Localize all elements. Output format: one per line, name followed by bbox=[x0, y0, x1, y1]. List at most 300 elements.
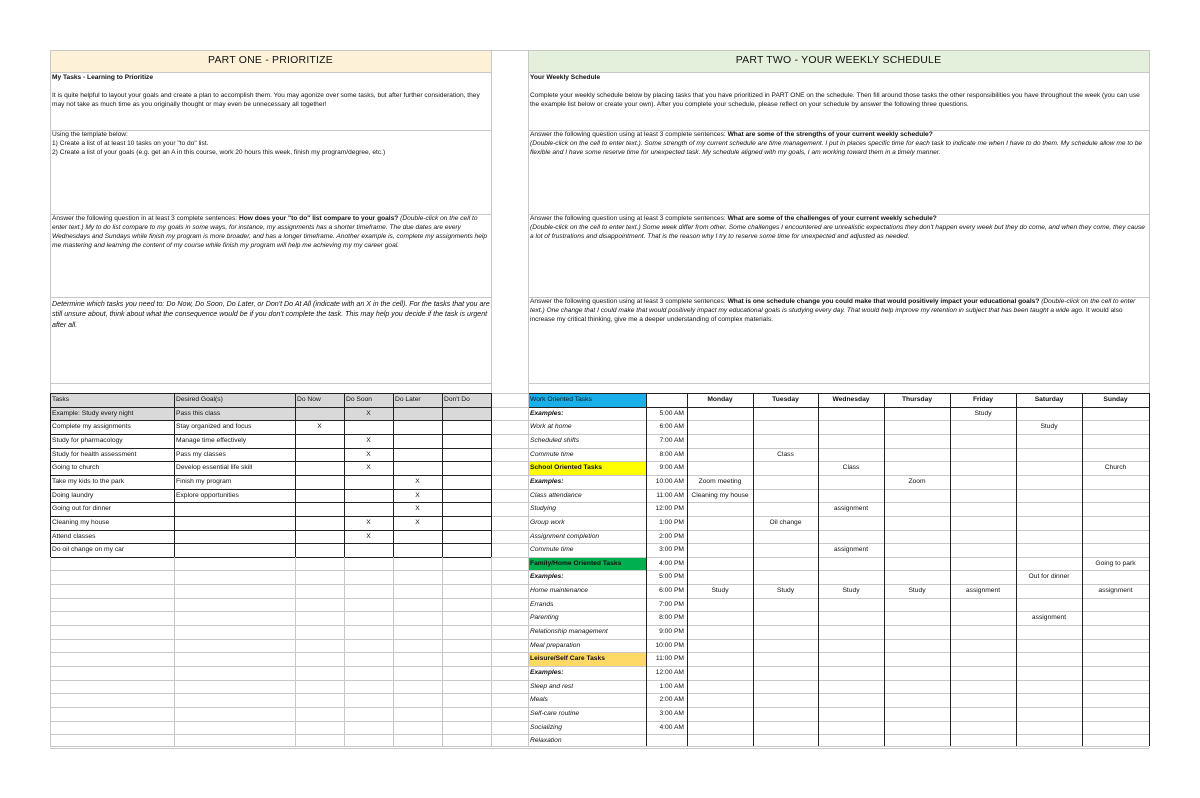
table-cell[interactable]: Doing laundry bbox=[52, 491, 94, 499]
task-category-label[interactable]: Family/Home Oriented Tasks bbox=[528, 557, 646, 571]
schedule-cell[interactable] bbox=[687, 734, 753, 748]
schedule-cell[interactable] bbox=[1016, 734, 1082, 748]
schedule-cell[interactable] bbox=[950, 652, 1016, 666]
schedule-cell[interactable] bbox=[1082, 652, 1149, 666]
schedule-cell[interactable] bbox=[753, 598, 818, 612]
schedule-cell[interactable] bbox=[687, 652, 753, 666]
schedule-cell[interactable] bbox=[1016, 407, 1082, 421]
schedule-cell[interactable] bbox=[687, 721, 753, 735]
time-slot[interactable]: 5:00 AM bbox=[659, 409, 684, 417]
time-slot[interactable]: 7:00 AM bbox=[659, 436, 684, 444]
schedule-cell[interactable] bbox=[1082, 489, 1149, 503]
schedule-cell[interactable] bbox=[687, 530, 753, 544]
schedule-cell[interactable] bbox=[1082, 475, 1149, 489]
schedule-cell[interactable] bbox=[818, 639, 884, 653]
table-cell[interactable]: Manage time effectively bbox=[176, 436, 247, 444]
schedule-cell[interactable] bbox=[1082, 530, 1149, 544]
schedule-cell[interactable] bbox=[1016, 707, 1082, 721]
schedule-cell[interactable]: Zoom meeting bbox=[698, 477, 742, 485]
table-cell[interactable] bbox=[393, 407, 442, 421]
schedule-cell[interactable] bbox=[753, 543, 818, 557]
schedule-cell[interactable] bbox=[687, 543, 753, 557]
day-header-monday[interactable]: Monday bbox=[707, 396, 733, 403]
table-cell[interactable] bbox=[393, 448, 442, 462]
schedule-cell[interactable]: Study bbox=[908, 587, 926, 595]
schedule-cell[interactable] bbox=[818, 516, 884, 530]
schedule-cell[interactable] bbox=[950, 611, 1016, 625]
task-category-label[interactable]: Assignment completion bbox=[530, 532, 600, 540]
schedule-cell[interactable] bbox=[753, 721, 818, 735]
table-cell[interactable] bbox=[344, 502, 393, 516]
task-category-label[interactable]: Examples: bbox=[530, 573, 564, 581]
task-category-label[interactable]: Examples: bbox=[530, 477, 564, 485]
schedule-cell[interactable]: assignment bbox=[965, 587, 1001, 595]
table-cell[interactable]: Stay organized and focus bbox=[176, 423, 252, 431]
schedule-cell[interactable] bbox=[1082, 666, 1149, 680]
schedule-cell[interactable]: Study bbox=[776, 587, 795, 595]
schedule-cell[interactable] bbox=[687, 434, 753, 448]
schedule-cell[interactable] bbox=[1016, 598, 1082, 612]
schedule-cell[interactable]: Oil change bbox=[769, 518, 802, 526]
schedule-cell[interactable] bbox=[950, 666, 1016, 680]
schedule-cell[interactable] bbox=[687, 516, 753, 530]
table-cell[interactable]: X bbox=[415, 491, 420, 499]
schedule-cell[interactable] bbox=[1082, 707, 1149, 721]
schedule-cell[interactable] bbox=[818, 530, 884, 544]
schedule-cell[interactable] bbox=[1016, 489, 1082, 503]
task-category-label[interactable]: Socializing bbox=[530, 723, 562, 731]
schedule-cell[interactable] bbox=[950, 598, 1016, 612]
schedule-cell[interactable] bbox=[1082, 420, 1149, 434]
schedule-cell[interactable] bbox=[950, 625, 1016, 639]
schedule-cell[interactable] bbox=[753, 680, 818, 694]
schedule-cell[interactable] bbox=[1082, 611, 1149, 625]
time-slot[interactable]: 5:00 PM bbox=[659, 573, 684, 581]
table-cell[interactable]: Pass this class bbox=[174, 407, 295, 421]
table-cell[interactable]: X bbox=[415, 518, 420, 526]
table-cell[interactable] bbox=[174, 516, 295, 530]
time-slot[interactable]: 10:00 AM bbox=[655, 477, 684, 485]
schedule-cell[interactable] bbox=[1082, 516, 1149, 530]
task-category-label[interactable]: Commute time bbox=[530, 450, 574, 458]
task-category-label[interactable]: Sleep and rest bbox=[530, 682, 574, 690]
schedule-cell[interactable] bbox=[818, 666, 884, 680]
schedule-cell[interactable] bbox=[753, 707, 818, 721]
time-slot[interactable]: 12:00 AM bbox=[655, 669, 684, 676]
schedule-cell[interactable] bbox=[1082, 407, 1149, 421]
table-cell[interactable] bbox=[393, 461, 442, 475]
schedule-cell[interactable] bbox=[818, 570, 884, 584]
table-cell[interactable]: Take my kids to the park bbox=[52, 477, 125, 485]
schedule-cell[interactable] bbox=[950, 734, 1016, 748]
schedule-cell[interactable] bbox=[753, 475, 818, 489]
schedule-cell[interactable] bbox=[818, 475, 884, 489]
schedule-cell[interactable] bbox=[1082, 734, 1149, 748]
schedule-cell[interactable] bbox=[1016, 502, 1082, 516]
schedule-cell[interactable] bbox=[1082, 639, 1149, 653]
schedule-cell[interactable] bbox=[884, 639, 950, 653]
schedule-cell[interactable] bbox=[884, 434, 950, 448]
schedule-cell[interactable] bbox=[818, 721, 884, 735]
schedule-cell[interactable] bbox=[1016, 652, 1082, 666]
table-cell[interactable] bbox=[393, 530, 442, 544]
schedule-cell[interactable] bbox=[1082, 598, 1149, 612]
table-cell[interactable] bbox=[295, 434, 344, 448]
schedule-cell[interactable]: Going to park bbox=[1095, 559, 1136, 567]
schedule-cell[interactable] bbox=[884, 570, 950, 584]
day-header-saturday[interactable]: Saturday bbox=[1034, 396, 1064, 403]
schedule-change-answer[interactable] bbox=[530, 297, 1147, 324]
schedule-cell[interactable] bbox=[950, 502, 1016, 516]
time-slot[interactable]: 7:00 PM bbox=[659, 600, 684, 608]
schedule-cell[interactable] bbox=[687, 680, 753, 694]
schedule-cell[interactable] bbox=[1082, 502, 1149, 516]
schedule-cell[interactable] bbox=[818, 693, 884, 707]
schedule-cell[interactable]: assignment bbox=[833, 505, 869, 513]
column-header-0[interactable]: Tasks bbox=[50, 393, 174, 407]
schedule-cell[interactable] bbox=[818, 598, 884, 612]
schedule-cell[interactable] bbox=[950, 489, 1016, 503]
schedule-cell[interactable] bbox=[884, 557, 950, 571]
task-category-label[interactable]: Meal preparation bbox=[530, 641, 581, 649]
schedule-cell[interactable] bbox=[950, 420, 1016, 434]
schedule-cell[interactable]: assignment bbox=[833, 546, 869, 554]
schedule-cell[interactable] bbox=[687, 570, 753, 584]
time-slot[interactable]: 9:00 AM bbox=[659, 464, 684, 472]
schedule-cell[interactable] bbox=[687, 461, 753, 475]
table-cell[interactable] bbox=[174, 543, 295, 557]
schedule-cell[interactable] bbox=[884, 461, 950, 475]
table-cell[interactable]: Complete my assignments bbox=[52, 423, 131, 431]
time-slot[interactable]: 1:00 PM bbox=[659, 518, 684, 526]
schedule-cell[interactable] bbox=[1082, 570, 1149, 584]
time-slot[interactable]: 3:00 PM bbox=[659, 546, 684, 554]
schedule-cell[interactable] bbox=[687, 707, 753, 721]
table-cell[interactable]: Example: Study every night bbox=[50, 407, 174, 421]
schedule-cell[interactable] bbox=[687, 666, 753, 680]
table-cell[interactable]: Study for pharmacology bbox=[52, 436, 123, 444]
task-category-label[interactable]: Class attendance bbox=[530, 491, 582, 499]
time-slot[interactable]: 10:00 PM bbox=[655, 641, 684, 649]
schedule-cell[interactable]: Church bbox=[1104, 464, 1127, 472]
table-cell[interactable]: Study for health assessment bbox=[52, 450, 137, 458]
table-cell[interactable]: Finish my program bbox=[176, 477, 232, 485]
schedule-cell[interactable] bbox=[753, 570, 818, 584]
table-cell[interactable] bbox=[344, 543, 393, 557]
table-cell[interactable]: X bbox=[366, 450, 371, 458]
table-cell[interactable]: X bbox=[415, 505, 420, 513]
column-header-5[interactable]: Don't Do bbox=[442, 393, 491, 407]
schedule-cell[interactable] bbox=[687, 448, 753, 462]
task-category-label[interactable]: School Oriented Tasks bbox=[528, 461, 646, 475]
schedule-cell[interactable] bbox=[1016, 557, 1082, 571]
schedule-cell[interactable] bbox=[1082, 680, 1149, 694]
schedule-cell[interactable] bbox=[1082, 693, 1149, 707]
schedule-cell[interactable] bbox=[1016, 448, 1082, 462]
table-cell[interactable] bbox=[344, 489, 393, 503]
schedule-cell[interactable] bbox=[687, 420, 753, 434]
schedule-cell[interactable] bbox=[753, 434, 818, 448]
table-cell[interactable] bbox=[295, 530, 344, 544]
schedule-cell[interactable] bbox=[1016, 434, 1082, 448]
schedule-cell[interactable] bbox=[687, 557, 753, 571]
day-header-thursday[interactable]: Thursday bbox=[901, 396, 933, 403]
column-header-2[interactable]: Do Now bbox=[295, 393, 344, 407]
schedule-cell[interactable] bbox=[884, 680, 950, 694]
time-slot[interactable]: 2:00 PM bbox=[659, 532, 684, 540]
table-cell[interactable] bbox=[295, 543, 344, 557]
schedule-cell[interactable] bbox=[1082, 625, 1149, 639]
table-cell[interactable]: X bbox=[366, 464, 371, 472]
schedule-cell[interactable] bbox=[950, 543, 1016, 557]
day-header-friday[interactable]: Friday bbox=[972, 396, 994, 403]
schedule-cell[interactable] bbox=[1016, 584, 1082, 598]
schedule-cell[interactable] bbox=[950, 516, 1016, 530]
schedule-cell[interactable]: Zoom bbox=[908, 477, 926, 485]
table-cell[interactable] bbox=[295, 502, 344, 516]
schedule-cell[interactable] bbox=[884, 734, 950, 748]
schedule-cell[interactable] bbox=[687, 611, 753, 625]
schedule-cell[interactable] bbox=[884, 516, 950, 530]
table-cell[interactable] bbox=[442, 434, 491, 448]
task-category-label[interactable]: Work at home bbox=[530, 423, 572, 431]
schedule-cell[interactable] bbox=[1016, 516, 1082, 530]
schedule-cell[interactable] bbox=[950, 461, 1016, 475]
table-cell[interactable]: Cleaning my house bbox=[52, 518, 110, 526]
task-category-label[interactable]: Relationship management bbox=[530, 628, 608, 636]
schedule-cell[interactable] bbox=[884, 502, 950, 516]
schedule-cell[interactable] bbox=[753, 502, 818, 516]
time-slot[interactable]: 4:00 AM bbox=[659, 723, 684, 731]
schedule-cell[interactable] bbox=[1016, 666, 1082, 680]
table-cell[interactable] bbox=[442, 475, 491, 489]
task-category-label[interactable]: Home maintenance bbox=[530, 587, 588, 595]
task-category-label[interactable]: Leisure/Self Care Tasks bbox=[528, 652, 646, 666]
table-cell[interactable]: Develop essential life skill bbox=[176, 464, 253, 472]
schedule-cell[interactable] bbox=[818, 434, 884, 448]
schedule-cell[interactable] bbox=[818, 680, 884, 694]
schedule-cell[interactable] bbox=[884, 543, 950, 557]
table-cell[interactable] bbox=[393, 543, 442, 557]
table-cell[interactable] bbox=[174, 530, 295, 544]
schedule-cell[interactable]: Study bbox=[711, 587, 729, 595]
schedule-cell[interactable] bbox=[1016, 625, 1082, 639]
schedule-cell[interactable] bbox=[884, 721, 950, 735]
schedule-cell[interactable]: Class bbox=[777, 450, 794, 458]
schedule-cell[interactable] bbox=[1082, 448, 1149, 462]
schedule-cell[interactable]: Class bbox=[842, 464, 860, 472]
schedule-cell[interactable]: assignment bbox=[1098, 587, 1133, 595]
task-category-label[interactable]: Examples: bbox=[530, 669, 564, 676]
schedule-cell[interactable] bbox=[753, 489, 818, 503]
table-cell[interactable] bbox=[442, 489, 491, 503]
table-cell[interactable] bbox=[442, 516, 491, 530]
table-cell[interactable] bbox=[295, 407, 344, 421]
table-cell[interactable]: X bbox=[366, 518, 371, 526]
schedule-cell[interactable] bbox=[818, 448, 884, 462]
schedule-cell[interactable] bbox=[884, 707, 950, 721]
schedule-cell[interactable] bbox=[753, 639, 818, 653]
schedule-cell[interactable] bbox=[1082, 543, 1149, 557]
schedule-cell[interactable] bbox=[753, 693, 818, 707]
schedule-cell[interactable] bbox=[1016, 680, 1082, 694]
schedule-cell[interactable] bbox=[1016, 530, 1082, 544]
schedule-cell[interactable] bbox=[950, 693, 1016, 707]
schedule-cell[interactable] bbox=[753, 407, 818, 421]
schedule-cell[interactable] bbox=[950, 721, 1016, 735]
task-category-label[interactable]: Errands bbox=[530, 600, 554, 608]
schedule-cell[interactable] bbox=[753, 625, 818, 639]
part-two-intro[interactable]: Complete your weekly schedule below by placing tasks that you have prioritized in PART ONE on the schedule. Then fill around those tasks the other responsibilities you have throughout the week (you can use the example list below or create your own). After you complete your schedule, please reflect on your schedule by answer the following three questions. bbox=[530, 92, 1140, 109]
column-header-3[interactable]: Do Soon bbox=[344, 393, 393, 407]
schedule-cell[interactable] bbox=[818, 707, 884, 721]
schedule-cell[interactable] bbox=[884, 666, 950, 680]
part-one-intro[interactable]: It is quite helpful to layout your goals and create a plan to accomplish them. You may agonize over some tasks, but after further consideration, they may not take as much time as you originally thought or may even be unnecessary all together! bbox=[52, 92, 480, 109]
schedule-cell[interactable] bbox=[1082, 434, 1149, 448]
schedule-cell[interactable] bbox=[818, 611, 884, 625]
time-slot[interactable]: 2:00 AM bbox=[659, 696, 684, 704]
schedule-cell[interactable] bbox=[950, 475, 1016, 489]
time-slot[interactable]: 6:00 AM bbox=[659, 423, 684, 431]
table-cell[interactable]: X bbox=[415, 477, 420, 485]
schedule-cell[interactable] bbox=[753, 557, 818, 571]
task-category-label[interactable]: Examples: bbox=[530, 409, 564, 417]
table-cell[interactable] bbox=[393, 434, 442, 448]
time-slot[interactable]: 11:00 AM bbox=[656, 491, 684, 499]
schedule-cell[interactable] bbox=[950, 530, 1016, 544]
day-header-wednesday[interactable]: Wednesday bbox=[832, 396, 870, 403]
part-one-instructions[interactable] bbox=[52, 130, 488, 157]
task-category-label[interactable]: Parenting bbox=[530, 614, 559, 622]
task-category-label[interactable]: Work Oriented Tasks bbox=[528, 393, 646, 407]
table-cell[interactable]: Pass my classes bbox=[176, 450, 226, 458]
schedule-cell[interactable] bbox=[753, 666, 818, 680]
schedule-cell[interactable] bbox=[687, 502, 753, 516]
table-cell[interactable] bbox=[344, 475, 393, 489]
schedule-cell[interactable] bbox=[753, 461, 818, 475]
schedule-cell[interactable]: Study bbox=[974, 409, 992, 417]
table-cell[interactable] bbox=[295, 489, 344, 503]
part-one-question-answer[interactable] bbox=[52, 214, 490, 250]
schedule-cell[interactable]: assignment bbox=[1031, 614, 1067, 622]
schedule-cell[interactable] bbox=[884, 420, 950, 434]
schedule-cell[interactable] bbox=[884, 693, 950, 707]
table-cell[interactable] bbox=[295, 461, 344, 475]
table-cell[interactable] bbox=[344, 420, 393, 434]
table-cell[interactable]: X bbox=[366, 532, 371, 540]
schedule-cell[interactable] bbox=[687, 639, 753, 653]
table-cell[interactable] bbox=[295, 475, 344, 489]
schedule-cell[interactable] bbox=[950, 570, 1016, 584]
schedule-cell[interactable] bbox=[950, 707, 1016, 721]
schedule-cell[interactable] bbox=[884, 530, 950, 544]
schedule-cell[interactable] bbox=[753, 652, 818, 666]
table-cell[interactable] bbox=[442, 420, 491, 434]
schedule-cell[interactable]: Study bbox=[1040, 423, 1058, 431]
schedule-cell[interactable]: Study bbox=[842, 587, 860, 595]
schedule-cell[interactable] bbox=[753, 611, 818, 625]
schedule-cell[interactable] bbox=[1016, 639, 1082, 653]
time-slot[interactable]: 9:00 PM bbox=[659, 628, 684, 636]
schedule-cell[interactable] bbox=[687, 693, 753, 707]
table-cell[interactable] bbox=[393, 420, 442, 434]
schedule-cell[interactable] bbox=[818, 625, 884, 639]
schedule-cell[interactable] bbox=[687, 598, 753, 612]
schedule-cell[interactable] bbox=[1016, 693, 1082, 707]
task-category-label[interactable]: Commute time bbox=[530, 546, 574, 554]
schedule-cell[interactable] bbox=[884, 598, 950, 612]
table-cell[interactable] bbox=[442, 502, 491, 516]
time-slot[interactable]: 11:00 PM bbox=[655, 655, 684, 663]
table-cell[interactable]: X bbox=[317, 423, 322, 431]
schedule-cell[interactable] bbox=[753, 420, 818, 434]
schedule-cell[interactable] bbox=[884, 611, 950, 625]
table-cell[interactable]: X bbox=[366, 436, 371, 444]
schedule-cell[interactable] bbox=[687, 625, 753, 639]
day-header-tuesday[interactable]: Tuesday bbox=[772, 396, 799, 403]
schedule-cell[interactable] bbox=[1016, 475, 1082, 489]
table-cell[interactable]: Going to church bbox=[52, 464, 100, 472]
column-header-4[interactable]: Do Later bbox=[393, 393, 442, 407]
schedule-cell[interactable] bbox=[687, 407, 753, 421]
table-cell[interactable]: X bbox=[344, 407, 393, 421]
schedule-cell[interactable] bbox=[950, 557, 1016, 571]
table-cell[interactable] bbox=[442, 543, 491, 557]
day-header-sunday[interactable]: Sunday bbox=[1103, 396, 1128, 403]
schedule-cell[interactable] bbox=[884, 448, 950, 462]
schedule-cell[interactable] bbox=[950, 639, 1016, 653]
table-cell[interactable] bbox=[442, 448, 491, 462]
schedule-cell[interactable] bbox=[950, 680, 1016, 694]
table-cell[interactable]: Going out for dinner bbox=[52, 505, 112, 513]
time-slot[interactable]: 3:00 AM bbox=[659, 709, 684, 717]
table-cell[interactable] bbox=[174, 502, 295, 516]
schedule-cell[interactable] bbox=[884, 489, 950, 503]
time-slot[interactable]: 1:00 AM bbox=[659, 682, 684, 690]
task-category-label[interactable]: Group work bbox=[530, 518, 565, 526]
time-header-blank[interactable] bbox=[646, 393, 687, 407]
schedule-cell[interactable] bbox=[950, 448, 1016, 462]
schedule-cell[interactable] bbox=[950, 434, 1016, 448]
task-category-label[interactable]: Relaxation bbox=[530, 737, 562, 745]
schedule-cell[interactable] bbox=[1082, 721, 1149, 735]
time-slot[interactable]: 4:00 PM bbox=[659, 559, 684, 567]
time-slot[interactable]: 8:00 AM bbox=[659, 450, 684, 458]
table-cell[interactable]: Do oil change on my car bbox=[52, 546, 125, 554]
schedule-cell[interactable] bbox=[818, 489, 884, 503]
table-cell[interactable]: Attend classes bbox=[52, 532, 96, 540]
schedule-cell[interactable] bbox=[1016, 461, 1082, 475]
schedule-cell[interactable]: Out for dinner bbox=[1028, 573, 1070, 581]
schedule-cell[interactable] bbox=[1016, 543, 1082, 557]
challenges-answer[interactable] bbox=[530, 214, 1147, 241]
strengths-answer[interactable] bbox=[530, 130, 1147, 157]
task-category-label[interactable]: Scheduled shifts bbox=[530, 436, 580, 444]
schedule-cell[interactable] bbox=[818, 557, 884, 571]
task-category-label[interactable]: Studying bbox=[530, 505, 557, 513]
time-slot[interactable]: 8:00 PM bbox=[659, 614, 684, 622]
table-cell[interactable] bbox=[442, 407, 491, 421]
task-category-label[interactable]: Meals bbox=[530, 696, 548, 704]
column-header-1[interactable]: Desired Goal(s) bbox=[174, 393, 295, 407]
time-slot[interactable] bbox=[646, 734, 687, 748]
task-category-label[interactable]: Self-care routine bbox=[530, 709, 580, 717]
schedule-cell[interactable]: Cleaning my house bbox=[691, 491, 749, 499]
table-cell[interactable] bbox=[295, 448, 344, 462]
table-cell[interactable] bbox=[442, 461, 491, 475]
schedule-cell[interactable] bbox=[1016, 721, 1082, 735]
schedule-cell[interactable] bbox=[884, 407, 950, 421]
